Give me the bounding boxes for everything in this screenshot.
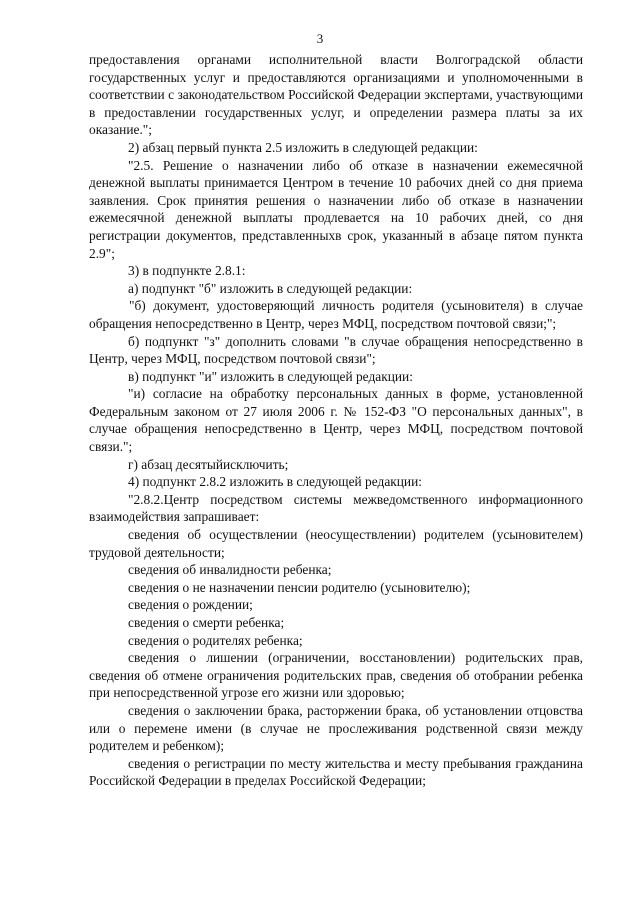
- list-item-parents: сведения о родителях ребенка;: [128, 632, 303, 648]
- paragraph-subpoint-b-text: "б) документ, удостоверяющий личность родителя (усыновителя) в случае обращения непосредственно в Центр, через МФЦ, посредством почтовой связи;";: [89, 298, 583, 331]
- paragraph-subpoint-g: г) абзац десятыйисключить;: [128, 456, 289, 472]
- paragraph-amendment-3: 3) в подпункте 2.8.1:: [128, 263, 246, 279]
- paragraph-subpoint-b: б) подпункт "з" дополнить словами "в случае обращения непосредственно в Центр, через МФЦ, посредством почтовой связи";: [89, 333, 583, 367]
- paragraph-amendment-4: 4) подпункт 2.8.2 изложить в следующей редакции:: [128, 474, 422, 490]
- paragraph-subpoint-a: а) подпункт "б" изложить в следующей редакции:: [128, 280, 413, 296]
- document-body: [89, 51, 583, 790]
- list-item-marriage: сведения о заключении брака, расторжении брака, об установлении отцовства или о перемене имени (в случае не прослеживания родственной связи между родителем и ребенком);: [89, 702, 583, 754]
- list-item-parental-rights: сведения о лишении (ограничении, восстановлении) родительских прав, сведения об отмене ограничения родительских прав, сведения об отобрании ребенка при непосредственной угрозе его жизни или здоровью;: [89, 650, 583, 701]
- paragraph-continuation: предоставления органами исполнительной власти Волгоградской области государственных услуг и предоставляются организациями и уполномоченными в соответствии с законодательством Российской Федерации экспертами, участвующими в предоставлении государственных услуг, и определении размера платы за их оказание.";: [89, 52, 583, 138]
- list-item-disability: сведения об инвалидности ребенка;: [128, 562, 332, 578]
- list-item-pension: сведения о не назначении пенсии родителю (усыновителю);: [128, 579, 471, 595]
- list-item-registration: сведения о регистрации по месту жительства и месту пребывания гражданина Российской Федерации в пределах Российской Федерации;: [89, 755, 583, 789]
- paragraph-clause-2-5: "2.5. Решение о назначении либо об отказе в назначении ежемесячной денежной выплаты принимается Центром в течение 10 рабочих дней со дня приема заявления. Срок принятия решения о назначении либо об отказе в назначении ежемесячной денежной выплаты продлевается на 10 рабочих дней, со дня регистрации документов, представленныхв срок, указанный в абзаце пятом пункта 2.9";: [89, 157, 583, 261]
- list-item-birth: сведения о рождении;: [128, 597, 253, 613]
- page-number: 3: [316, 31, 324, 46]
- paragraph-subpoint-v: в) подпункт "и" изложить в следующей редакции:: [128, 368, 413, 384]
- paragraph-clause-2-8-2: "2.8.2.Центр посредством системы межведомственного информационного взаимодействия запрашивает:: [89, 491, 583, 525]
- paragraph-subpoint-i-text: "и) согласие на обработку персональных данных в форме, установленной Федеральным законом от 27 июля 2006 г. № 152-ФЗ "О персональных данных", в случае обращения непосредственно в Центр, через МФЦ, посредством почтовой связи.";: [89, 386, 583, 455]
- list-item-employment: сведения об осуществлении (неосуществлении) родителем (усыновителем) трудовой деятельности;: [89, 527, 583, 560]
- paragraph-amendment-2: 2) абзац первый пункта 2.5 изложить в следующей редакции:: [128, 139, 478, 155]
- list-item-death: сведения о смерти ребенка;: [128, 615, 285, 630]
